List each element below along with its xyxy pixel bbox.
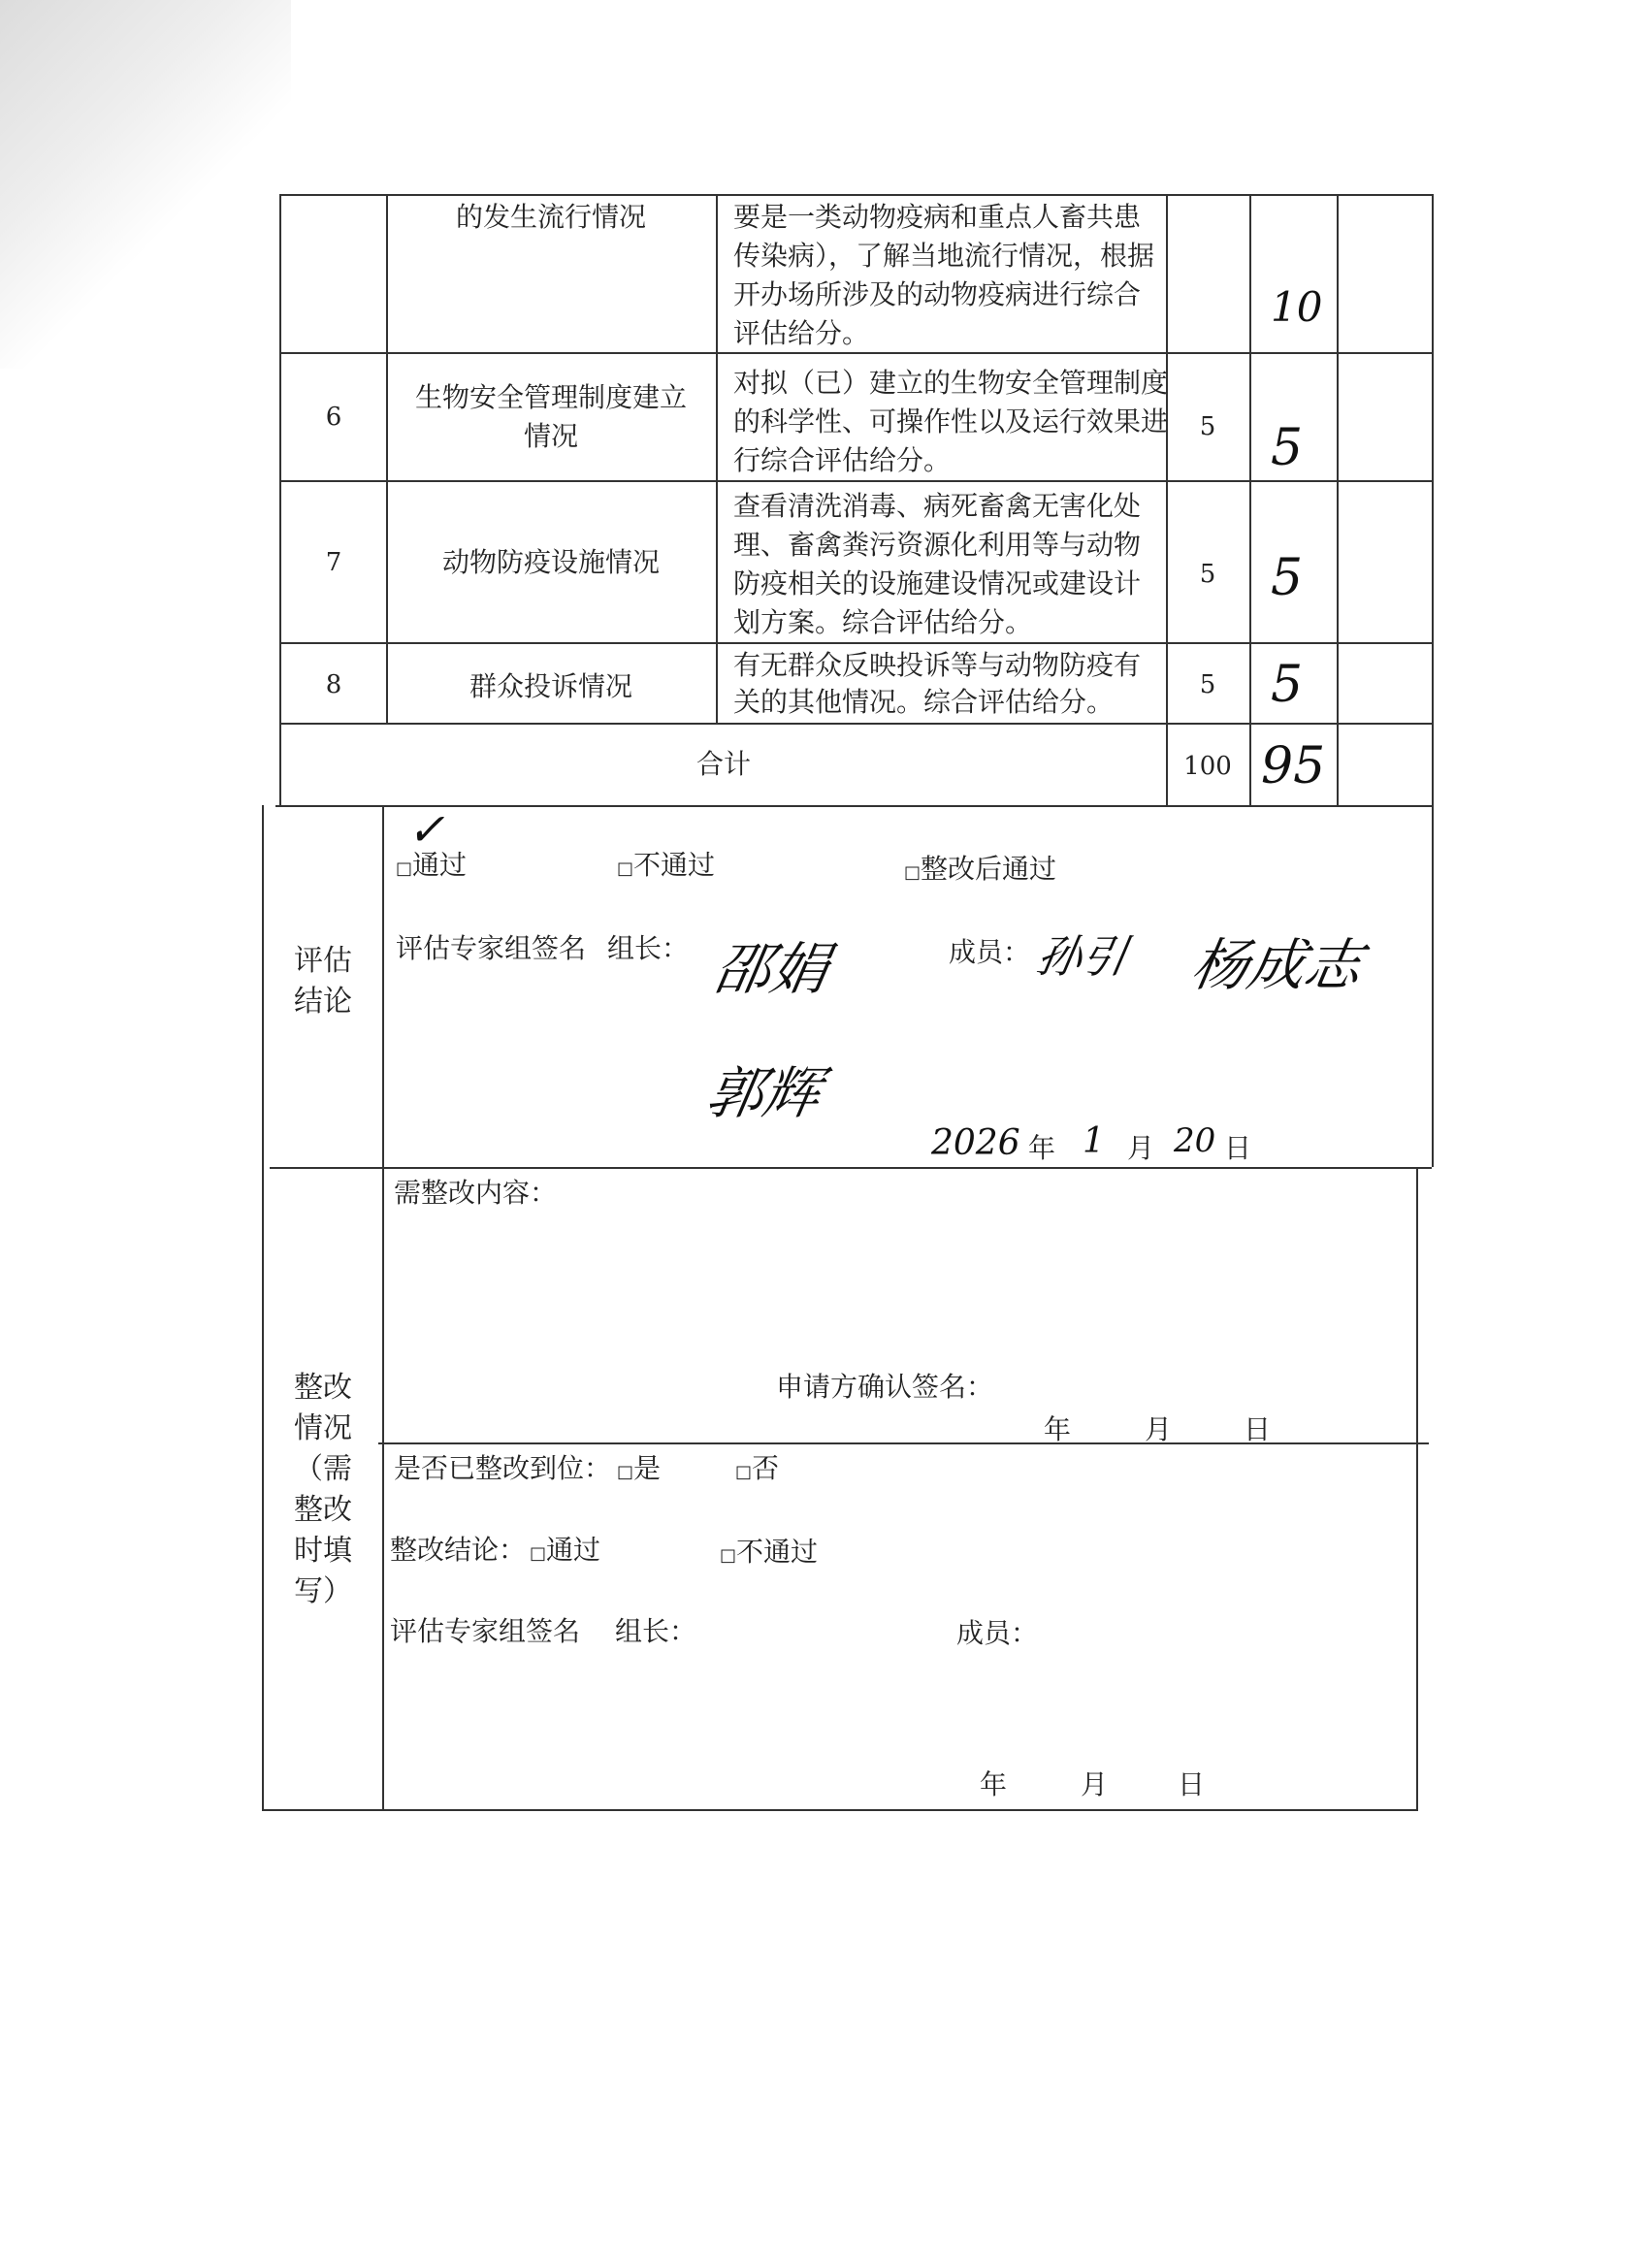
row-number: 8 xyxy=(325,670,342,699)
option-yes[interactable]: □是 xyxy=(617,1452,662,1484)
option-no[interactable]: □否 xyxy=(735,1452,780,1484)
date-day-handwritten: 20 xyxy=(1174,1121,1216,1160)
criteria-line: 对拟（已）建立的生物安全管理制度 xyxy=(733,367,1169,399)
expert-signature-label: 评估专家组签名 xyxy=(390,1615,581,1647)
date-month: 月 xyxy=(1145,1413,1173,1445)
date-year-handwritten: 2026 xyxy=(931,1123,1020,1163)
rectification-content-label: 需整改内容： xyxy=(394,1177,558,1209)
criteria-line: 的科学性、可操作性以及运行效果进 xyxy=(733,405,1169,437)
criteria-line: 关的其他情况。综合评估给分。 xyxy=(733,686,1115,718)
date-year: 年 xyxy=(1044,1413,1072,1445)
result-option-pass[interactable]: □通过 xyxy=(530,1534,601,1566)
checkbox-icon: □ xyxy=(617,859,634,879)
member-signature: 杨成志 xyxy=(1186,932,1368,998)
date-day: 日 xyxy=(1178,1768,1206,1800)
member-signature: 孙引 xyxy=(1032,930,1132,983)
result-label: 整改结论： xyxy=(390,1534,527,1566)
leader-label: 组长： xyxy=(615,1615,697,1647)
in-place-label: 是否已整改到位： xyxy=(394,1452,612,1484)
evaluation-form-table xyxy=(262,194,1436,1814)
checkbox-icon: □ xyxy=(720,1545,737,1566)
score-handwritten: 10 xyxy=(1271,283,1323,331)
checkbox-icon: □ xyxy=(617,1462,634,1482)
criteria-line: 查看清洗消毒、病死畜禽无害化处 xyxy=(733,490,1142,522)
item-cell: 的发生流行情况 xyxy=(455,201,646,233)
option-fail[interactable]: □不通过 xyxy=(617,849,716,881)
date-month: 月 xyxy=(1081,1768,1109,1800)
members-label: 成员： xyxy=(956,1617,1039,1649)
total-score-handwritten: 95 xyxy=(1261,737,1326,795)
criteria-line: 要是一类动物疫病和重点人畜共患 xyxy=(733,201,1142,233)
checkbox-icon: □ xyxy=(735,1462,753,1482)
scan-shadow xyxy=(0,0,291,369)
date-year: 年 xyxy=(1028,1132,1056,1164)
date-month: 月 xyxy=(1127,1132,1155,1164)
rectification-section-label: 整改 情况 （需 整改 时填 写） xyxy=(294,1371,352,1608)
checkbox-icon: □ xyxy=(904,862,922,883)
date-month-handwritten: 1 xyxy=(1083,1121,1105,1161)
row-number: 7 xyxy=(325,548,342,577)
checkbox-icon: □ xyxy=(396,859,413,879)
score-handwritten: 5 xyxy=(1271,656,1304,714)
members-label: 成员： xyxy=(949,936,1031,968)
criteria-line: 划方案。综合评估给分。 xyxy=(733,606,1033,638)
date-year: 年 xyxy=(980,1768,1008,1800)
full-score: 5 xyxy=(1199,670,1216,699)
criteria-line: 行综合评估给分。 xyxy=(733,444,952,476)
criteria-line: 评估给分。 xyxy=(733,317,870,349)
option-pass-after-rectify[interactable]: □整改后通过 xyxy=(904,853,1057,885)
checkmark: ✓ xyxy=(407,803,445,856)
criteria-line: 理、畜禽粪污资源化利用等与动物 xyxy=(733,529,1142,561)
item-cell: 情况 xyxy=(523,420,578,452)
option-pass[interactable]: □通过 xyxy=(396,849,468,881)
total-full-score: 100 xyxy=(1183,752,1232,781)
criteria-line: 开办场所涉及的动物疫病进行综合 xyxy=(733,278,1142,310)
item-cell: 生物安全管理制度建立 xyxy=(414,381,687,413)
date-day: 日 xyxy=(1224,1132,1252,1164)
member-signature: 郭辉 xyxy=(701,1060,826,1126)
checkbox-icon: □ xyxy=(530,1543,547,1564)
date-day: 日 xyxy=(1244,1413,1272,1445)
conclusion-section-label: 评估 结论 xyxy=(294,944,352,1019)
result-option-fail[interactable]: □不通过 xyxy=(720,1536,819,1568)
expert-signature-label: 评估专家组签名 xyxy=(396,932,587,964)
item-cell: 动物防疫设施情况 xyxy=(441,546,660,578)
full-score: 5 xyxy=(1199,560,1216,589)
leader-signature: 邵娟 xyxy=(709,936,834,1002)
total-label: 合计 xyxy=(695,748,751,780)
row-number: 6 xyxy=(325,403,342,432)
item-cell: 群众投诉情况 xyxy=(469,670,632,702)
criteria-line: 防疫相关的设施建设情况或建设计 xyxy=(733,567,1142,599)
score-handwritten: 5 xyxy=(1271,419,1304,477)
full-score: 5 xyxy=(1199,412,1216,441)
criteria-line: 有无群众反映投诉等与动物防疫有 xyxy=(733,649,1142,681)
applicant-signature-label: 申请方确认签名： xyxy=(776,1371,994,1403)
leader-label: 组长： xyxy=(607,932,690,964)
criteria-line: 传染病），了解当地流行情况，根据 xyxy=(733,240,1155,272)
score-handwritten: 5 xyxy=(1271,549,1304,607)
